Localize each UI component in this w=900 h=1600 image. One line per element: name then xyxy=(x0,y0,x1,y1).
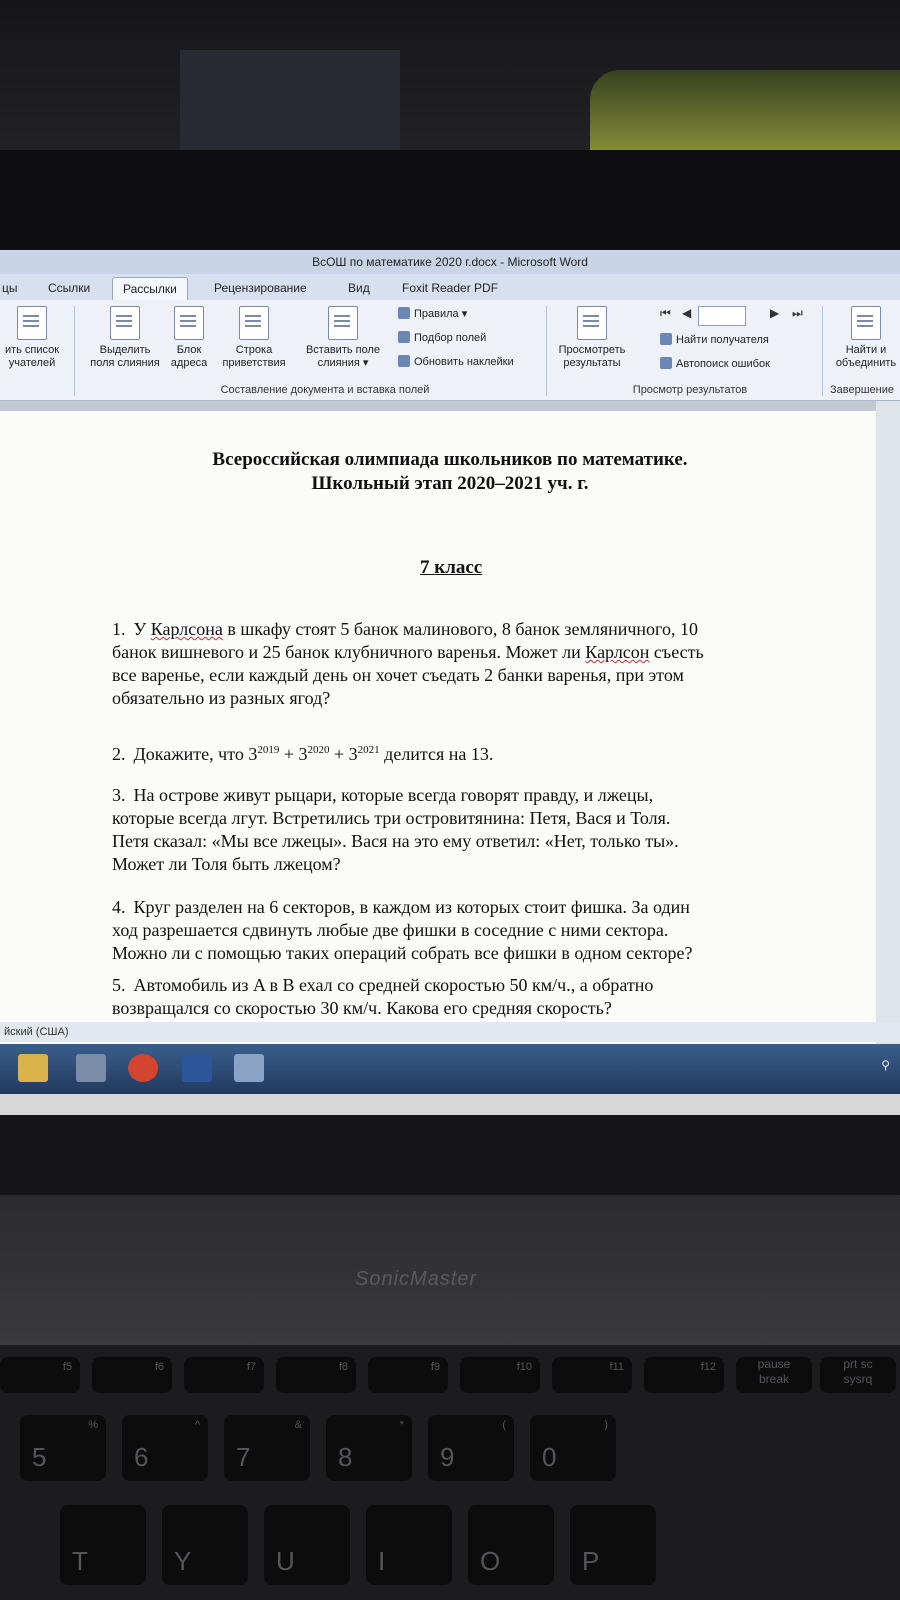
tab-review[interactable]: Рецензирование xyxy=(214,281,307,295)
preview-results-icon xyxy=(577,306,607,340)
document-title-line2: Школьный этап 2020–2021 уч. г. xyxy=(311,473,589,494)
rules-button[interactable]: Правила ▾ xyxy=(398,306,467,322)
group-label-compose: Составление документа и вставка полей xyxy=(220,384,430,396)
task-1: 1. У Карлсона в шкафу стоят 5 банок малинового, 8 банок земляничного, 10 банок вишневого и 25 банок клубничного варенья. Может ли Карлсон съесть все варенье, если каждый день он хочет съедать 2 банки варенья, при этом обязательно из разных ягод? xyxy=(112,619,704,708)
key-p: P xyxy=(570,1505,656,1585)
key-8: * 8 xyxy=(326,1415,412,1481)
address-block-icon xyxy=(174,306,204,340)
task-2: 2. Докажите, что $3^{2019} + 3^{2020} + 3^{2021}$ делится на 13. xyxy=(112,744,494,764)
key-f5: f5 xyxy=(0,1357,80,1393)
app-icon[interactable] xyxy=(76,1054,106,1082)
previous-record-icon[interactable]: ◀ xyxy=(682,306,692,320)
highlight-merge-fields-button[interactable]: Выделить поля слияния xyxy=(84,306,166,370)
chrome-icon[interactable] xyxy=(128,1054,158,1082)
insert-merge-field-button[interactable]: Вставить поле слияния ▾ xyxy=(298,306,388,370)
address-block-button[interactable]: Блок адреса xyxy=(166,306,212,370)
key-f8: f8 xyxy=(276,1357,356,1393)
spellcheck-word: Карлсона xyxy=(150,619,223,639)
background-object xyxy=(180,50,400,150)
laptop-bezel-bottom xyxy=(0,1115,900,1195)
ribbon xyxy=(0,300,900,401)
task-3: 3. На острове живут рыцари, которые всегда говорят правду, и лжецы, которые всегда лгут. Встретились три островитянина: Петя, Вася и Толя. Петя сказал: «Мы все лжецы». Вася на это ему ответил: «Нет, только ты». Может ли Толя быть лжецом? xyxy=(112,785,679,874)
key-f9: f9 xyxy=(368,1357,448,1393)
last-record-icon[interactable]: ⏭ xyxy=(792,306,803,320)
ribbon-tabs xyxy=(0,274,900,300)
tab-references[interactable]: Ссылки xyxy=(48,281,91,295)
window-title: ВсОШ по математике 2020 г.docx - Microsoft Word xyxy=(312,255,588,269)
rules-icon xyxy=(398,307,410,319)
greeting-line-button[interactable]: Строка приветствия xyxy=(214,306,294,370)
group-label-finish: Завершение xyxy=(830,384,894,396)
auto-check-errors-button[interactable]: Автопоиск ошибок xyxy=(660,356,770,372)
spellcheck-word: Карлсон xyxy=(585,642,650,662)
record-number-input[interactable] xyxy=(698,306,746,326)
insert-field-icon xyxy=(328,306,358,340)
task-5: 5. Автомобиль из A в B ехал со средней скоростью 50 км/ч., а обратно возвращался со скоростью 30 км/ч. Какова его средняя скорость? xyxy=(112,975,654,1018)
auto-check-icon xyxy=(660,357,672,369)
key-9: ( 9 xyxy=(428,1415,514,1481)
tab-foxit[interactable]: Foxit Reader PDF xyxy=(402,281,499,295)
vertical-scrollbar[interactable] xyxy=(876,401,900,1091)
find-recipient-icon xyxy=(660,333,672,345)
match-fields-button[interactable]: Подбор полей xyxy=(398,330,486,346)
key-u: U xyxy=(264,1505,350,1585)
key-f7: f7 xyxy=(184,1357,264,1393)
document-page[interactable] xyxy=(0,411,876,1091)
tab-mailings[interactable]: Рассылки xyxy=(112,277,188,300)
ribbon-separator xyxy=(546,306,547,396)
key-f11: f11 xyxy=(552,1357,632,1393)
taskbar xyxy=(0,1044,900,1094)
match-fields-icon xyxy=(398,331,410,343)
key-5: % 5 xyxy=(20,1415,106,1481)
language-indicator[interactable]: йский (США) xyxy=(4,1026,69,1038)
update-labels-button[interactable]: Обновить наклейки xyxy=(398,354,514,370)
greeting-line-icon xyxy=(239,306,269,340)
background-object xyxy=(590,70,900,150)
key-i: I xyxy=(366,1505,452,1585)
ribbon-separator xyxy=(822,306,823,396)
update-labels-icon xyxy=(398,355,410,367)
next-record-icon[interactable]: ▶ xyxy=(770,306,780,320)
document-title-line1: Всероссийская олимпиада школьников по математике. xyxy=(212,449,688,470)
grade-heading: 7 класс xyxy=(420,557,483,578)
key-0: ) 0 xyxy=(530,1415,616,1481)
group-label-preview: Просмотр результатов xyxy=(632,384,748,396)
key-prtsc: prt sc sysrq xyxy=(820,1357,896,1393)
brand-logo: SonicMaster xyxy=(355,1268,478,1290)
recipients-icon xyxy=(17,306,47,340)
tab-view[interactable]: Вид xyxy=(348,281,370,295)
edit-recipients-button[interactable]: ить список учателей xyxy=(0,306,68,370)
preview-results-button[interactable]: Просмотреть результаты xyxy=(552,306,632,370)
key-7: & 7 xyxy=(224,1415,310,1481)
window-titlebar xyxy=(0,250,900,274)
explorer-icon[interactable] xyxy=(18,1054,48,1082)
status-bar xyxy=(0,1022,900,1042)
key-f12: f12 xyxy=(644,1357,724,1393)
app-icon[interactable] xyxy=(234,1054,264,1082)
key-y: Y xyxy=(162,1505,248,1585)
tab-page-layout[interactable]: цы xyxy=(2,281,18,295)
keyboard xyxy=(0,1345,900,1600)
key-t: T xyxy=(60,1505,146,1585)
first-record-icon[interactable]: ⏮ xyxy=(660,306,671,320)
tray-icon[interactable]: ⚲ xyxy=(881,1058,890,1072)
key-pause: pause break xyxy=(736,1357,812,1393)
key-f10: f10 xyxy=(460,1357,540,1393)
highlight-fields-icon xyxy=(110,306,140,340)
finish-merge-icon xyxy=(851,306,881,340)
laptop-screen xyxy=(0,250,900,1115)
ribbon-separator xyxy=(74,306,75,396)
find-recipient-button[interactable]: Найти получателя xyxy=(660,332,769,348)
key-f6: f6 xyxy=(92,1357,172,1393)
key-6: ^ 6 xyxy=(122,1415,208,1481)
task-4: 4. Круг разделен на 6 секторов, в каждом из которых стоит фишка. За один ход разрешается сдвинуть любые две фишки в соседние с ними сектора. Можно ли с помощью таких операций собрать все фишки в одном секторе? xyxy=(112,897,693,963)
word-icon[interactable] xyxy=(182,1054,212,1082)
laptop-bezel-top xyxy=(0,150,900,250)
document-area xyxy=(0,401,900,1091)
finish-merge-button[interactable]: Найти и объединить xyxy=(826,306,900,370)
key-o: O xyxy=(468,1505,554,1585)
